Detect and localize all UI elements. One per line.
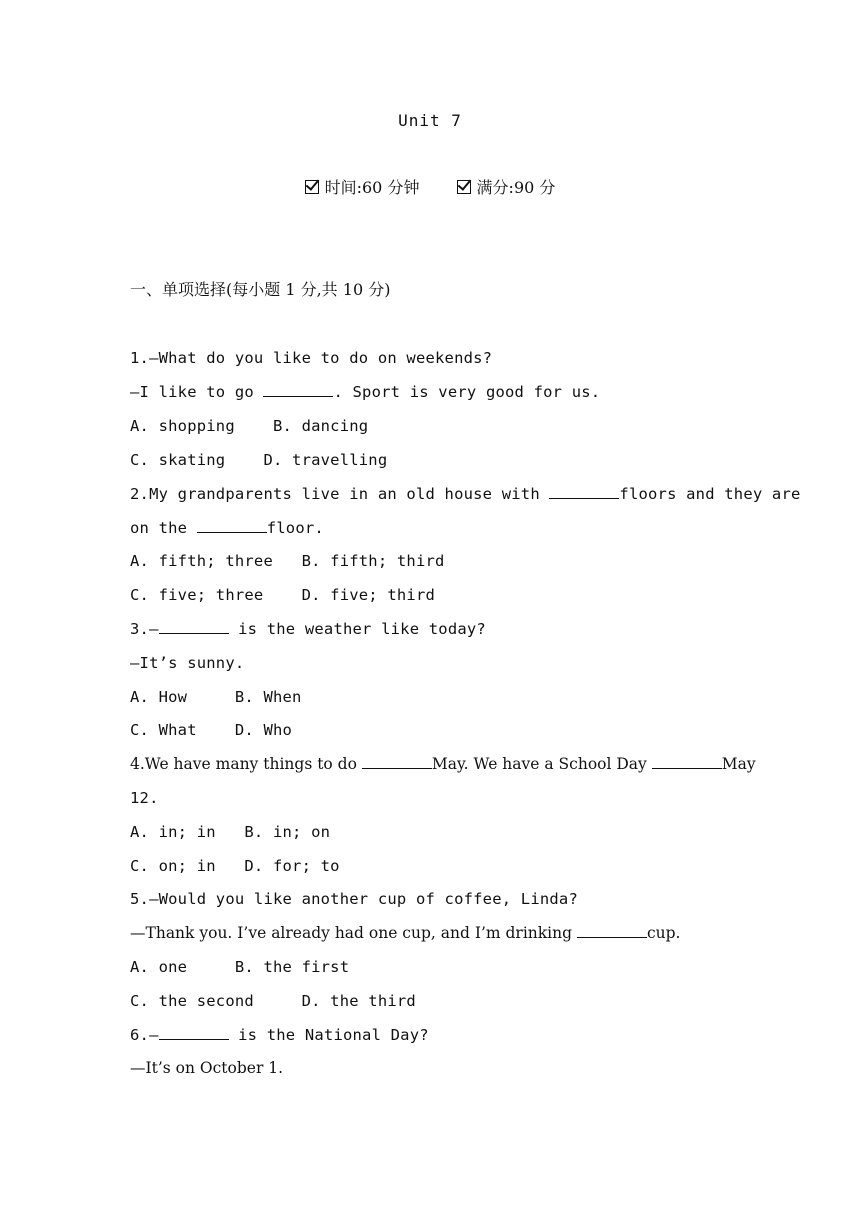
answer-blank <box>652 754 722 769</box>
score-info <box>457 177 556 199</box>
section-title: 一、单项选择(每小题 1 分,共 10 分) <box>130 280 391 299</box>
q2-line2-post: floor. <box>266 519 324 537</box>
q4-line2: 12. <box>130 789 159 807</box>
answer-blank <box>577 923 647 938</box>
q5-options-ab: A. one B. the first <box>130 958 350 976</box>
answer-blank <box>549 484 619 499</box>
checkbox-icon <box>457 180 471 194</box>
answer-blank <box>197 518 267 533</box>
q3-line1-pre: 3.— <box>130 620 159 638</box>
answer-blank <box>263 382 333 397</box>
q6-line2: —It’s on October 1. <box>130 1059 284 1077</box>
q2-line1-post: floors and they are <box>619 485 801 503</box>
time-label: 时间:60 分钟 <box>324 178 420 197</box>
score-label: 满分:90 分 <box>476 178 556 197</box>
q2-options-ab: A. fifth; three B. fifth; third <box>130 552 445 570</box>
q2-options-cd: C. five; three D. five; third <box>130 586 436 604</box>
q1-options-ab: A. shopping B. dancing <box>130 417 369 435</box>
q4-line1 <box>130 753 756 775</box>
answer-blank <box>159 619 229 634</box>
q1-line2-post: . Sport is very good for us. <box>333 383 601 401</box>
q2-line2 <box>130 517 324 539</box>
q5-line1: 5.—Would you like another cup of coffee, Linda? <box>130 890 578 908</box>
q1-options-cd: C. skating D. travelling <box>130 451 388 469</box>
q5-line2-pre: —Thank you. I’ve already had one cup, and I’m drinking <box>130 924 577 942</box>
q2-line1 <box>130 483 801 505</box>
answer-blank <box>159 1025 229 1040</box>
q3-line2: —It’s sunny. <box>130 654 245 672</box>
q4-line1-c: May <box>721 755 756 773</box>
exam-meta <box>0 177 860 199</box>
q5-line2-post: cup. <box>646 924 681 942</box>
q2-line1-pre: 2.My grandparents live in an old house with <box>130 485 550 503</box>
q6-line1 <box>130 1024 429 1046</box>
q4-line1-a: 4.We have many things to do <box>130 755 362 773</box>
q2-line2-pre: on the <box>130 519 197 537</box>
q4-line1-b: May. We have a School Day <box>431 755 652 773</box>
time-info <box>305 177 420 199</box>
q1-line2 <box>130 381 600 403</box>
q3-line1 <box>130 618 486 640</box>
q6-line1-post: is the National Day? <box>228 1026 429 1044</box>
q4-options-cd: C. on; in D. for; to <box>130 857 340 875</box>
q1-line1: 1.—What do you like to do on weekends? <box>130 349 493 367</box>
q3-options-cd: C. What D. Who <box>130 721 293 739</box>
answer-blank <box>362 754 432 769</box>
q4-options-ab: A. in; in B. in; on <box>130 823 331 841</box>
page-title: Unit 7 <box>398 111 462 130</box>
q5-line2 <box>130 922 680 944</box>
checkbox-icon <box>305 180 319 194</box>
q5-options-cd: C. the second D. the third <box>130 992 416 1010</box>
q3-line1-post: is the weather like today? <box>228 620 486 638</box>
q3-options-ab: A. How B. When <box>130 688 302 706</box>
q1-line2-pre: —I like to go <box>130 383 264 401</box>
q6-line1-pre: 6.— <box>130 1026 159 1044</box>
